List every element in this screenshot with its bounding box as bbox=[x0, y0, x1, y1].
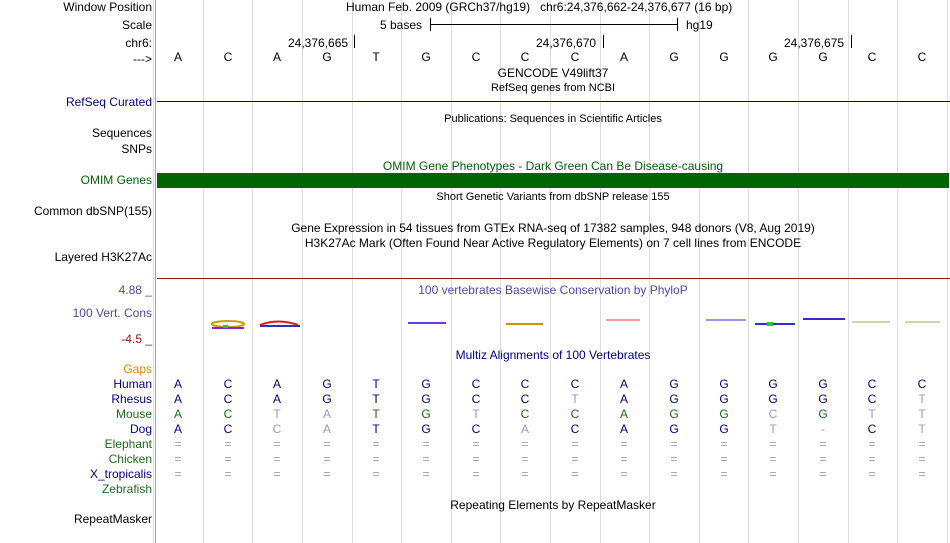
alignment-base: C bbox=[867, 392, 877, 406]
alignment-base: = bbox=[224, 437, 232, 451]
alignment-base: G bbox=[669, 407, 679, 421]
alignment-base: = bbox=[571, 467, 579, 481]
alignment-base: G bbox=[421, 422, 431, 436]
h3k27-track-label[interactable]: Layered H3K27Ac bbox=[54, 250, 152, 264]
cons-track-title[interactable]: 100 vertebrates Basewise Conservation by PhyloP bbox=[418, 283, 688, 297]
alignment-base: T bbox=[372, 392, 380, 406]
chrom-tick-3: 24,376,675 bbox=[784, 36, 845, 50]
reference-base: A bbox=[619, 50, 628, 64]
alignment-base: = bbox=[819, 437, 827, 451]
alignment-base: C bbox=[223, 407, 233, 421]
alignment-base: = bbox=[422, 452, 430, 466]
gaps-track-label[interactable]: Gaps bbox=[123, 362, 152, 376]
alignment-base: A bbox=[173, 422, 182, 436]
scale-label: Scale bbox=[121, 18, 152, 32]
alignment-base: = bbox=[372, 437, 380, 451]
alignment-base: = bbox=[323, 437, 331, 451]
reference-base: C bbox=[471, 50, 481, 64]
alignment-base: T bbox=[918, 407, 926, 421]
alignment-base: T bbox=[472, 407, 480, 421]
reference-base: G bbox=[818, 50, 828, 64]
alignment-base: C bbox=[867, 422, 877, 436]
alignment-base: = bbox=[918, 437, 926, 451]
alignment-base: G bbox=[719, 407, 729, 421]
repeat-track-title[interactable]: Repeating Elements by RepeatMasker bbox=[450, 498, 656, 512]
alignment-base: G bbox=[818, 407, 828, 421]
alignment-base: C bbox=[520, 407, 530, 421]
refseq-track-label[interactable]: RefSeq Curated bbox=[65, 95, 152, 109]
omim-track-title[interactable]: OMIM Gene Phenotypes - Dark Green Can Be Disease-causing bbox=[382, 159, 724, 173]
scale-bases: 5 bases bbox=[380, 18, 423, 32]
alignment-base: = bbox=[372, 452, 380, 466]
window-position-value: Human Feb. 2009 (GRCh37/hg19) chr6:24,376,662-24,376,677 (16 bp) bbox=[346, 0, 733, 14]
species-label-x_tropicalis[interactable]: X_tropicalis bbox=[89, 467, 152, 481]
alignment-base: = bbox=[868, 452, 876, 466]
alignment-base: A bbox=[322, 407, 331, 421]
alignment-base: = bbox=[521, 437, 529, 451]
alignment-base: = bbox=[472, 467, 480, 481]
alignment-base: G bbox=[818, 377, 828, 391]
alignment-base: = bbox=[174, 452, 182, 466]
species-label-human[interactable]: Human bbox=[113, 377, 152, 391]
alignment-base: = bbox=[620, 452, 628, 466]
alignment-base: T bbox=[918, 392, 926, 406]
cons-max-label: 4.88 _ bbox=[118, 283, 152, 297]
alignment-base: = bbox=[174, 437, 182, 451]
alignment-base: = bbox=[769, 467, 777, 481]
publications-track-title[interactable]: Publications: Sequences in Scientific Articles bbox=[444, 113, 662, 125]
multiz-track-title[interactable]: Multiz Alignments of 100 Vertebrates bbox=[455, 348, 651, 362]
chrom-label: chr6: bbox=[125, 36, 152, 50]
alignment-base: G bbox=[669, 422, 679, 436]
alignment-base: T bbox=[571, 392, 579, 406]
alignment-base: C bbox=[570, 377, 580, 391]
alignment-base: = bbox=[620, 437, 628, 451]
alignment-base: = bbox=[273, 437, 281, 451]
alignment-base: C bbox=[223, 392, 233, 406]
alignment-base: C bbox=[471, 392, 481, 406]
repeat-track-label[interactable]: RepeatMasker bbox=[73, 512, 152, 526]
h3k27-track-title[interactable]: H3K27Ac Mark (Often Found Near Active Regulatory Elements) on 7 cell lines from ENCODE bbox=[304, 236, 802, 250]
chrom-tick-2: 24,376,670 bbox=[536, 36, 597, 50]
reference-base: A bbox=[272, 50, 281, 64]
alignment-base: = bbox=[521, 467, 529, 481]
strand-label: ---> bbox=[133, 52, 152, 66]
cons-mark-11 bbox=[767, 322, 773, 326]
alignment-base: = bbox=[224, 452, 232, 466]
species-label-chicken[interactable]: Chicken bbox=[108, 452, 152, 466]
alignment-base: = bbox=[670, 452, 678, 466]
alignment-base: C bbox=[471, 422, 481, 436]
alignment-base: C bbox=[223, 377, 233, 391]
alignment-base: G bbox=[421, 377, 431, 391]
alignment-base: = bbox=[819, 467, 827, 481]
alignment-base: G bbox=[719, 392, 729, 406]
scale-assembly: hg19 bbox=[686, 18, 713, 32]
alignment-base: G bbox=[768, 377, 778, 391]
alignment-base: = bbox=[620, 467, 628, 481]
reference-base: G bbox=[768, 50, 778, 64]
alignment-base: = bbox=[670, 467, 678, 481]
alignment-base: = bbox=[720, 467, 728, 481]
alignment-base: A bbox=[520, 422, 529, 436]
alignment-base: G bbox=[322, 392, 332, 406]
cons-mark-4 bbox=[260, 322, 298, 326]
alignment-base: - bbox=[821, 422, 825, 436]
reference-base: C bbox=[917, 50, 927, 64]
cons-min-label: -4.5 _ bbox=[121, 332, 152, 346]
alignment-base: T bbox=[868, 407, 876, 421]
alignment-base: C bbox=[570, 407, 580, 421]
alignment-base: = bbox=[670, 437, 678, 451]
alignment-base: = bbox=[472, 452, 480, 466]
alignment-base: C bbox=[223, 422, 233, 436]
cons-mark-3 bbox=[223, 325, 228, 328]
alignment-base: = bbox=[769, 452, 777, 466]
dbsnp-track-title[interactable]: Short Genetic Variants from dbSNP release 155 bbox=[436, 191, 670, 203]
species-label-zebrafish[interactable]: Zebrafish bbox=[101, 482, 152, 496]
alignment-base: = bbox=[868, 437, 876, 451]
alignment-base: = bbox=[422, 437, 430, 451]
alignment-base: C bbox=[768, 407, 778, 421]
alignment-base: C bbox=[471, 377, 481, 391]
alignment-base: A bbox=[322, 422, 331, 436]
reference-base: G bbox=[421, 50, 431, 64]
alignment-base: A bbox=[619, 407, 628, 421]
reference-base: C bbox=[867, 50, 877, 64]
alignment-base: = bbox=[571, 437, 579, 451]
sequences-track-label[interactable]: Sequences bbox=[91, 126, 152, 140]
alignment-base: T bbox=[372, 407, 380, 421]
alignment-base: A bbox=[272, 392, 281, 406]
reference-base: G bbox=[322, 50, 332, 64]
alignment-base: = bbox=[521, 452, 529, 466]
alignment-base: A bbox=[272, 377, 281, 391]
alignment-base: = bbox=[422, 467, 430, 481]
species-label-rhesus[interactable]: Rhesus bbox=[111, 392, 152, 406]
species-label-mouse[interactable]: Mouse bbox=[115, 407, 152, 421]
omim-track-label[interactable]: OMIM Genes bbox=[80, 173, 152, 187]
alignment-base: G bbox=[421, 392, 431, 406]
reference-base: G bbox=[719, 50, 729, 64]
alignment-base: = bbox=[224, 467, 232, 481]
reference-base: C bbox=[520, 50, 530, 64]
alignment-base: A bbox=[619, 422, 628, 436]
gencode-track-title[interactable]: GENCODE V49lift37 bbox=[497, 66, 609, 80]
alignment-base: T bbox=[918, 422, 926, 436]
alignment-base: = bbox=[174, 467, 182, 481]
alignment-base: G bbox=[818, 392, 828, 406]
alignment-base: = bbox=[868, 467, 876, 481]
alignment-base: = bbox=[323, 452, 331, 466]
cons-track-label[interactable]: 100 Vert. Cons bbox=[72, 306, 152, 320]
alignment-base: C bbox=[917, 377, 927, 391]
alignment-base: A bbox=[619, 392, 628, 406]
alignment-base: = bbox=[720, 452, 728, 466]
alignment-base: G bbox=[322, 377, 332, 391]
alignment-base: A bbox=[173, 407, 182, 421]
alignment-base: C bbox=[520, 392, 530, 406]
reference-base: C bbox=[570, 50, 580, 64]
gtex-track-title[interactable]: Gene Expression in 54 tissues from GTEx RNA-seq of 17382 samples, 948 donors (V8, Aug 2019) bbox=[291, 221, 815, 235]
alignment-base: = bbox=[472, 437, 480, 451]
alignment-base: = bbox=[769, 437, 777, 451]
alignment-base: G bbox=[669, 392, 679, 406]
alignment-base: C bbox=[570, 422, 580, 436]
alignment-base: = bbox=[720, 437, 728, 451]
alignment-base: = bbox=[372, 467, 380, 481]
alignment-base: = bbox=[918, 467, 926, 481]
alignment-base: T bbox=[372, 377, 380, 391]
alignment-base: C bbox=[520, 377, 530, 391]
reference-base: G bbox=[669, 50, 679, 64]
alignment-base: = bbox=[819, 452, 827, 466]
chrom-tick-1: 24,376,665 bbox=[288, 36, 349, 50]
alignment-base: C bbox=[867, 377, 877, 391]
window-position-label: Window Position bbox=[63, 0, 152, 14]
snps-track-label[interactable]: SNPs bbox=[121, 142, 152, 156]
alignment-base: = bbox=[273, 467, 281, 481]
alignment-base: T bbox=[273, 407, 281, 421]
alignment-base: G bbox=[719, 377, 729, 391]
species-label-elephant[interactable]: Elephant bbox=[104, 437, 152, 451]
alignment-base: = bbox=[323, 467, 331, 481]
reference-base: A bbox=[173, 50, 182, 64]
alignment-base: T bbox=[372, 422, 380, 436]
alignment-base: G bbox=[719, 422, 729, 436]
alignment-base: G bbox=[421, 407, 431, 421]
alignment-base: A bbox=[173, 392, 182, 406]
reference-base: C bbox=[223, 50, 233, 64]
alignment-base: C bbox=[272, 422, 282, 436]
alignment-base: G bbox=[768, 392, 778, 406]
alignment-base: = bbox=[918, 452, 926, 466]
alignment-base: = bbox=[273, 452, 281, 466]
reference-base: T bbox=[372, 50, 380, 64]
alignment-base: = bbox=[571, 452, 579, 466]
dbsnp-track-label[interactable]: Common dbSNP(155) bbox=[33, 204, 152, 218]
alignment-base: G bbox=[669, 377, 679, 391]
alignment-base: A bbox=[173, 377, 182, 391]
species-label-dog[interactable]: Dog bbox=[129, 422, 152, 436]
alignment-base: A bbox=[619, 377, 628, 391]
alignment-base: T bbox=[769, 422, 777, 436]
refseq-track-subtitle: RefSeq genes from NCBI bbox=[490, 82, 616, 94]
